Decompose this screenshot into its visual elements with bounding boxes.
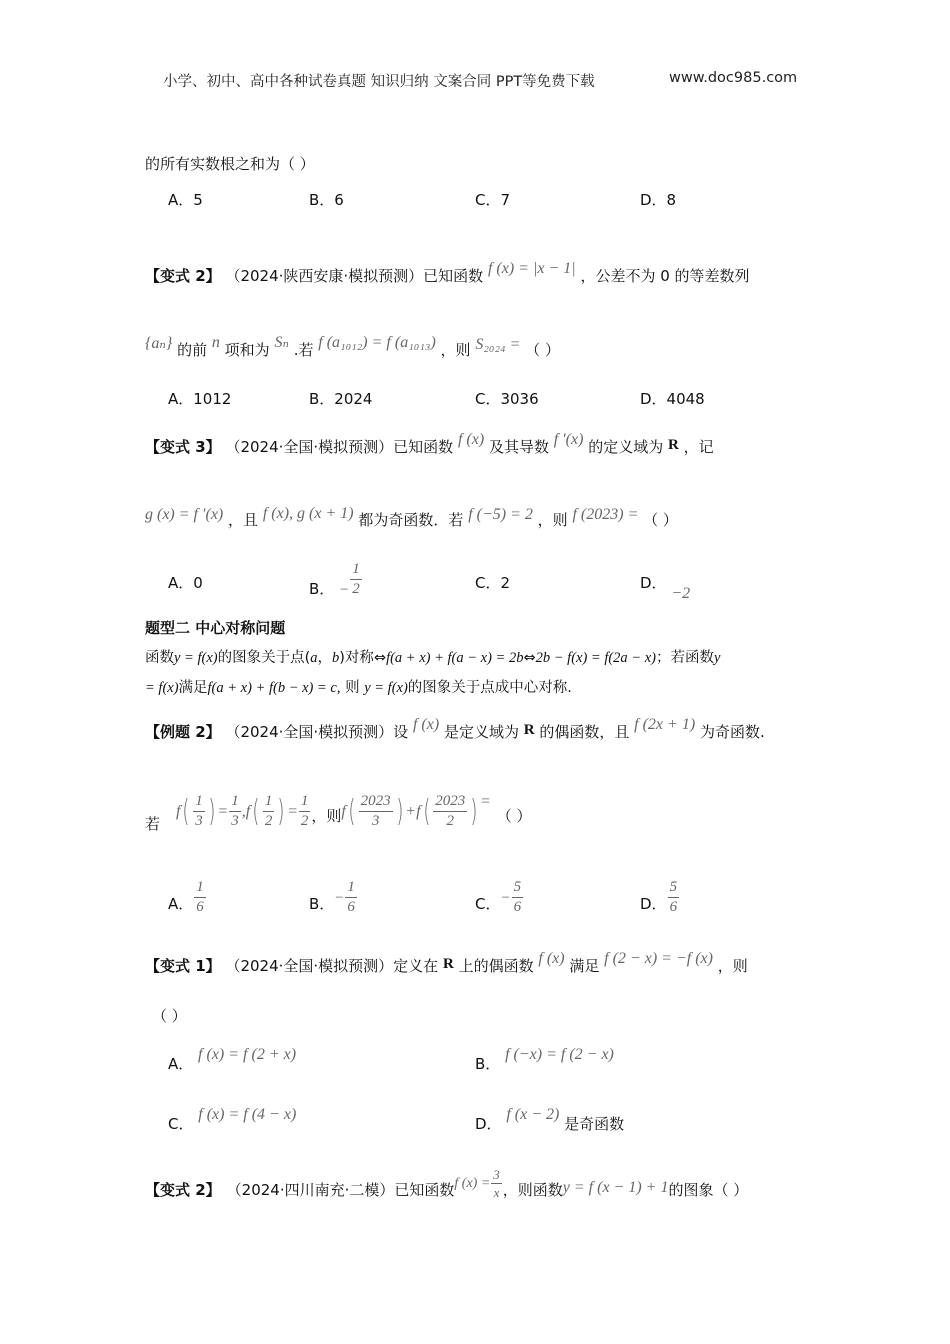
fraction: [359, 794, 393, 829]
header-site: www.doc985.com: [669, 70, 798, 86]
text: 的前: [177, 341, 208, 359]
text: 都为奇函数．若: [358, 511, 464, 529]
fraction: [229, 794, 241, 829]
math-answer: −2: [671, 585, 691, 602]
text: 及其导数: [488, 438, 549, 456]
denominator: 3: [195, 813, 203, 829]
fraction: [345, 880, 357, 915]
variant-3-line2: [145, 505, 678, 531]
option-label: A．: [168, 1055, 194, 1073]
math-fp: f ′(x): [553, 431, 584, 448]
option-a: [168, 880, 207, 915]
math: a: [310, 650, 318, 666]
math-f2: f (2x + 1): [634, 716, 696, 733]
math-cond: f (−5) = 2: [468, 506, 533, 523]
numerator: 1: [299, 794, 311, 812]
option-c: C．3036: [475, 390, 539, 408]
math-f: f (x) =: [454, 1175, 491, 1191]
option-label: B．: [309, 894, 335, 913]
math-func: f (x) = |x − 1|: [487, 260, 576, 277]
numerator: 1: [345, 880, 357, 898]
math: f(a + x) + f(b − x) = c,: [207, 680, 341, 696]
option-label: D．: [640, 894, 667, 913]
math-f: f: [341, 802, 346, 820]
source: （2024·陕西安康·模拟预测）已知函数: [225, 267, 484, 285]
math: b: [332, 650, 340, 666]
paren: （ ）: [525, 341, 560, 359]
text: 满足: [178, 680, 208, 696]
math-cond: f (a₁₀₁₂) = f (a₁₀₁₃): [318, 334, 436, 351]
text: .若: [293, 341, 314, 359]
math-r: R: [442, 956, 454, 972]
math: f(a + x) + f(a − x) = 2b: [386, 650, 524, 666]
numerator: 1: [350, 562, 362, 580]
option-a: [168, 1044, 297, 1073]
denominator: 2: [446, 813, 455, 829]
denominator: 3: [231, 813, 239, 829]
type2-line1: [145, 648, 720, 668]
text: 满足: [569, 957, 600, 975]
denominator: 2: [352, 581, 360, 597]
source: （2024·全国·模拟预测）已知函数: [225, 438, 454, 456]
option-label: D．: [640, 574, 667, 592]
variant-2b-line1: [145, 1168, 748, 1199]
numerator: 1: [194, 880, 206, 898]
comma: ,: [241, 802, 246, 820]
denominator: 3: [371, 813, 380, 829]
text: ，则: [717, 957, 748, 975]
denominator: 6: [347, 899, 355, 915]
option-b: [475, 1044, 614, 1073]
math-ask: S₂₀₂₄ =: [475, 336, 521, 353]
math: = f(x): [145, 680, 179, 696]
variant-tag: 【变式 2】: [145, 267, 221, 285]
variant-tag: 【变式 2】: [145, 1180, 221, 1199]
option-d: [640, 573, 691, 602]
fraction: [299, 794, 311, 829]
option-a: A．1012: [168, 390, 232, 408]
math-f: f (x): [412, 716, 440, 733]
variant-1-line1: [145, 950, 748, 977]
math-n: n: [211, 334, 220, 351]
numerator: 1: [229, 794, 241, 812]
text: 则: [340, 680, 365, 696]
math-answer: f (x) = f (4 − x): [198, 1106, 297, 1123]
option-label: B．: [475, 1055, 501, 1073]
text: ，公差不为 0 的等差数列: [580, 267, 750, 285]
fraction: [433, 794, 467, 829]
numerator: 1: [193, 794, 205, 812]
header-text: 小学、初中、高中各种试卷真题 知识归纳 文案合同 PPT等免费下载: [163, 74, 595, 90]
source: （2024·全国·模拟预测）设: [225, 723, 409, 741]
option-c: C．2: [475, 574, 511, 592]
option-b: [309, 562, 363, 597]
numerator: 2023: [359, 794, 393, 812]
text: 的图象（ ）: [668, 1180, 749, 1199]
option-b: [309, 880, 358, 915]
text: ；若函数: [655, 650, 714, 666]
paren-close: ): [395, 793, 403, 829]
denominator: x: [493, 1185, 500, 1200]
equals: =: [217, 802, 229, 820]
example-2-line1: [145, 716, 765, 743]
paren-open: (: [348, 793, 356, 829]
paren-open: (: [182, 793, 190, 829]
paren-open: (: [252, 793, 260, 829]
math-f: f: [245, 802, 251, 820]
text: 函数: [145, 650, 174, 666]
numerator: 3: [493, 1167, 500, 1182]
math-answer: f (−x) = f (2 − x): [505, 1046, 614, 1063]
math-y: y = f (x − 1) + 1: [562, 1178, 669, 1196]
option-label: B．: [309, 580, 335, 598]
option-label: C．: [168, 1115, 194, 1133]
text: ，则: [440, 341, 471, 359]
math-f: f: [416, 802, 421, 820]
text: 若: [145, 814, 161, 833]
fraction: [263, 794, 275, 829]
paren-close: ): [470, 793, 478, 829]
math: y = f(x): [364, 680, 408, 696]
type2-line2: [145, 678, 572, 698]
fraction: [193, 794, 205, 829]
variant-2a-line1: [145, 260, 750, 287]
source: （2024·全国·模拟预测）定义在: [225, 957, 439, 975]
fraction: [512, 880, 524, 915]
math-seq: {aₙ}: [145, 335, 173, 352]
math-answer: f (x − 2): [506, 1106, 560, 1123]
variant-3-line1: [145, 431, 714, 458]
variant-tag: 【变式 3】: [145, 438, 221, 456]
denominator: 2: [300, 813, 309, 829]
option-label: C．: [475, 894, 501, 913]
equals: =: [479, 792, 491, 810]
denominator: 6: [669, 899, 678, 915]
text: ，: [317, 650, 333, 666]
denominator: 2: [264, 813, 273, 829]
math-f: f (x): [538, 950, 565, 967]
option-c: C．7: [475, 191, 511, 209]
fraction: [194, 880, 206, 915]
text: 为奇函数.: [699, 723, 765, 741]
example-tag: 【例题 2】: [145, 723, 221, 741]
minus-sign: −: [334, 889, 345, 906]
text: )对称⇔: [339, 650, 387, 666]
variant-tag: 【变式 1】: [145, 957, 221, 975]
option-c: [475, 880, 524, 915]
paren: （ ）: [643, 511, 678, 529]
fraction: [668, 880, 680, 915]
option-label: D．: [475, 1115, 502, 1133]
math-r: R: [523, 722, 535, 738]
text: ，则: [311, 806, 342, 825]
minus-sign: −: [500, 889, 511, 906]
math-fg: f (x), g (x + 1): [262, 505, 354, 522]
paren-close: ): [208, 793, 216, 829]
math-f: f: [176, 802, 181, 820]
denominator: 6: [513, 899, 522, 915]
math-r: R: [668, 437, 679, 453]
paren: （ ）: [152, 1007, 187, 1025]
option-a: A．5: [168, 191, 203, 209]
option-b: B．6: [309, 191, 344, 209]
text: 的图象关于点(: [217, 650, 311, 666]
text: ，记: [683, 438, 714, 456]
text: 是奇函数: [564, 1115, 625, 1133]
math-ask: f (2023) =: [572, 506, 639, 523]
numerator: 5: [668, 880, 680, 898]
option-d: [475, 1104, 625, 1133]
option-b: B．2024: [309, 390, 373, 408]
text: ⇔: [523, 650, 536, 666]
math: 2b − f(x) = f(2a − x): [535, 650, 656, 666]
denominator: 6: [196, 899, 204, 915]
text: 项和为: [224, 341, 270, 359]
text: ，且: [228, 511, 259, 529]
option-a: A．0: [168, 574, 203, 592]
math-f: f (x): [457, 431, 485, 448]
minus-sign: −: [339, 582, 350, 598]
option-d: [640, 880, 680, 915]
text: 是定义域为: [443, 723, 519, 741]
equals: =: [287, 802, 298, 820]
paren-open: (: [422, 793, 430, 829]
numerator: 5: [512, 880, 524, 898]
section-title: 题型二 中心对称问题: [145, 619, 286, 637]
text: ，则: [537, 511, 568, 529]
math-g: g (x) = f ′(x): [145, 506, 224, 523]
fraction: [491, 1168, 502, 1199]
text: 的定义域为: [588, 438, 664, 456]
source: （2024·四川南充·二模）已知函数: [226, 1180, 455, 1199]
fraction: [350, 562, 362, 597]
math-answer: f (x) = f (2 + x): [198, 1046, 297, 1063]
math: y: [713, 650, 721, 666]
paren-close: ): [277, 793, 285, 829]
math: y = f(x): [174, 650, 218, 666]
text: 的偶函数，且: [539, 723, 630, 741]
numerator: 2023: [433, 794, 467, 812]
option-c: [168, 1104, 297, 1133]
variant-2a-line2: [145, 334, 560, 361]
text: 的图象关于点成中心对称.: [407, 680, 572, 696]
paren: （ ）: [496, 806, 532, 825]
math-cond: f (2 − x) = −f (x): [604, 950, 713, 967]
text: ，则函数: [502, 1180, 563, 1199]
question-tail: 的所有实数根之和为（ ）: [145, 155, 315, 173]
example-2-line2: [145, 792, 532, 833]
option-d: D．8: [640, 191, 677, 209]
text: 上的偶函数: [458, 957, 534, 975]
numerator: 1: [263, 794, 275, 812]
math-sn: Sₙ: [274, 334, 289, 351]
option-label: A．: [168, 894, 194, 913]
option-d: D．4048: [640, 390, 705, 408]
plus: +: [405, 802, 417, 820]
